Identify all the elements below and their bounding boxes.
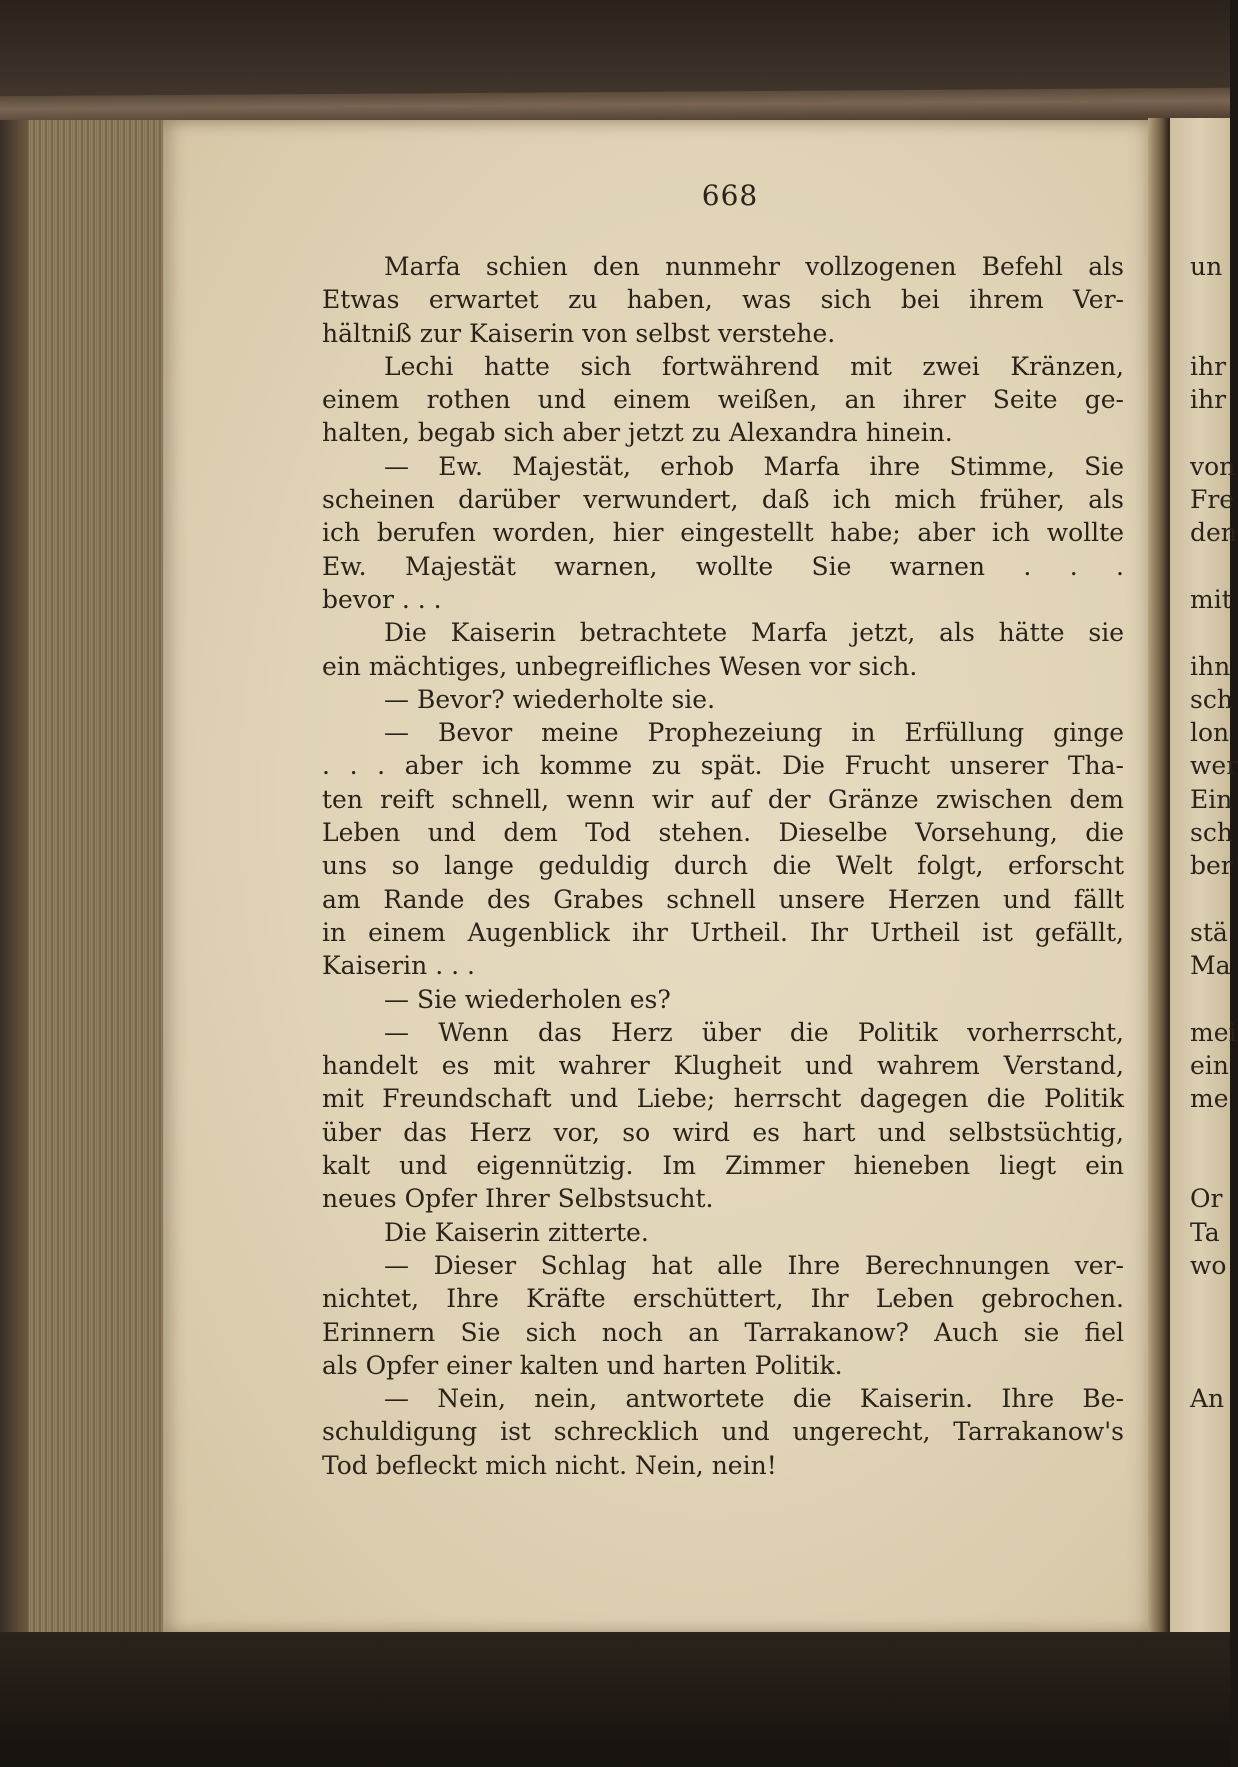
next-page-fragment: me [1190, 1084, 1229, 1114]
next-page-fragment: Or [1190, 1184, 1223, 1214]
next-page-fragment: ber [1190, 851, 1233, 881]
next-page-fragment [1190, 1149, 1230, 1182]
text-line: hältniß zur Kaiserin von selbst verstehe. [322, 318, 836, 348]
text-line: schuldigung ist schrecklich und ungerecht, Tarrakanow's [322, 1417, 1124, 1447]
text-line: in einem Augenblick ihr Urtheil. Ihr Urtheil ist gefällt, [322, 917, 1124, 947]
next-page-fragment [1190, 317, 1230, 350]
next-page-fragment [1190, 550, 1230, 583]
page-stack-shadow [0, 120, 28, 1640]
next-page-fragment: wo [1190, 1250, 1227, 1280]
next-page-fragment [1190, 616, 1230, 649]
text-line: — Bevor? wiederholte sie. [384, 684, 716, 714]
next-page-fragment [1190, 1116, 1230, 1149]
text-line: kalt und eigennützig. Im Zimmer hieneben liegt ein [322, 1151, 1124, 1181]
next-page-fragment: Ein [1190, 784, 1233, 814]
next-page-fragment: lon [1190, 718, 1230, 748]
text-line: — Bevor meine Prophezeiung in Erfüllung ginge [384, 718, 1124, 748]
text-line: Die Kaiserin zitterte. [384, 1217, 649, 1247]
text-line: über das Herz vor, so wird es hart und selbstsüchtig, [322, 1117, 1124, 1147]
next-page-fragment: mit [1190, 584, 1232, 614]
text-line: Lechi hatte sich fortwährend mit zwei Kränzen, [384, 351, 1124, 381]
text-line: ein mächtiges, unbegreifliches Wesen vor sich. [322, 651, 918, 681]
next-page-fragment [1190, 1282, 1230, 1315]
next-page-fragment [1190, 1316, 1230, 1349]
next-page-fragment: ein [1190, 1051, 1229, 1081]
text-line: Die Kaiserin betrachtete Marfa jetzt, als hätte sie [384, 618, 1124, 648]
next-page-fragment: sch [1190, 818, 1233, 848]
text-line: Tod befleckt mich nicht. Nein, nein! [322, 1450, 777, 1480]
next-page-fragment: stä [1190, 917, 1228, 947]
text-line: einem rothen und einem weißen, an ihrer Seite ge- [322, 385, 1124, 415]
text-line: am Rande des Grabes schnell unsere Herzen und fällt [322, 884, 1124, 914]
text-line: — Nein, nein, antwortete die Kaiserin. Ihre Be- [384, 1384, 1124, 1414]
next-page-fragment: ihr [1190, 351, 1227, 381]
next-page-fragment: Fre [1190, 485, 1235, 515]
text-line: . . . aber ich komme zu spät. Die Frucht unserer Tha- [322, 751, 1124, 781]
text-line: Leben und dem Tod stehen. Dieselbe Vorsehung, die [322, 818, 1124, 848]
text-line: mit Freundschaft und Liebe; herrscht dagegen die Politik [322, 1084, 1124, 1114]
text-line: Kaiserin . . . [322, 951, 475, 981]
text-line: — Dieser Schlag hat alle Ihre Berechnungen ver- [384, 1250, 1124, 1280]
text-line: Marfa schien den nunmehr vollzogenen Befehl als [384, 252, 1124, 281]
next-page-fragment: un [1190, 252, 1223, 281]
text-line: uns so lange geduldig durch die Welt folgt, erforscht [322, 851, 1124, 881]
next-page-fragment: mei [1190, 1017, 1237, 1047]
text-line: neues Opfer Ihrer Selbstsucht. [322, 1184, 714, 1214]
next-page-text-fragments [1190, 250, 1238, 1415]
next-page-fragment [1190, 883, 1230, 916]
text-line: als Opfer einer kalten und harten Politik. [322, 1350, 843, 1380]
next-page-fragment: sch [1190, 684, 1233, 714]
text-line: — Wenn das Herz über die Politik vorherrscht, [384, 1017, 1124, 1047]
body-text [322, 250, 1124, 1482]
next-page-fragment: den [1190, 518, 1237, 548]
text-line: scheinen darüber verwundert, daß ich mich früher, als [322, 485, 1124, 515]
text-line: — Sie wiederholen es? [384, 984, 671, 1014]
text-line: handelt es mit wahrer Klugheit und wahrem Verstand, [322, 1051, 1124, 1081]
text-line: nichtet, Ihre Kräfte erschüttert, Ihr Leben gebrochen. [322, 1284, 1124, 1314]
text-line: bevor . . . [322, 584, 442, 614]
next-page-fragment: An [1190, 1384, 1225, 1414]
next-page-fragment [1190, 1349, 1230, 1382]
text-line: — Ew. Majestät, erhob Marfa ihre Stimme, Sie [384, 451, 1124, 481]
text-line: Etwas erwartet zu haben, was sich bei ihrem Ver- [322, 285, 1124, 315]
next-page-fragment [1190, 283, 1230, 316]
next-page-fragment [1190, 983, 1230, 1016]
text-line: ten reift schnell, wenn wir auf der Gränze zwischen dem [322, 784, 1124, 814]
text-line: ich berufen worden, hier eingestellt habe; aber ich wollte [322, 518, 1124, 548]
next-page-fragment: Ta [1190, 1217, 1220, 1247]
text-line: Ew. Majestät warnen, wollte Sie warnen . . . [322, 551, 1124, 581]
next-page-fragment: Ma [1190, 951, 1231, 981]
page-number: 668 [701, 179, 759, 212]
next-page-fragment: wer [1190, 751, 1238, 781]
next-page-fragment: ihn [1190, 651, 1231, 681]
background-bottom [0, 1632, 1230, 1767]
text-line: halten, begab sich aber jetzt zu Alexandra hinein. [322, 418, 953, 448]
text-line: Erinnern Sie sich noch an Tarrakanow? Auch sie fiel [322, 1317, 1124, 1347]
next-page-fragment: ihr [1190, 385, 1227, 415]
next-page-fragment: von [1190, 451, 1236, 481]
next-page-fragment [1190, 416, 1230, 449]
